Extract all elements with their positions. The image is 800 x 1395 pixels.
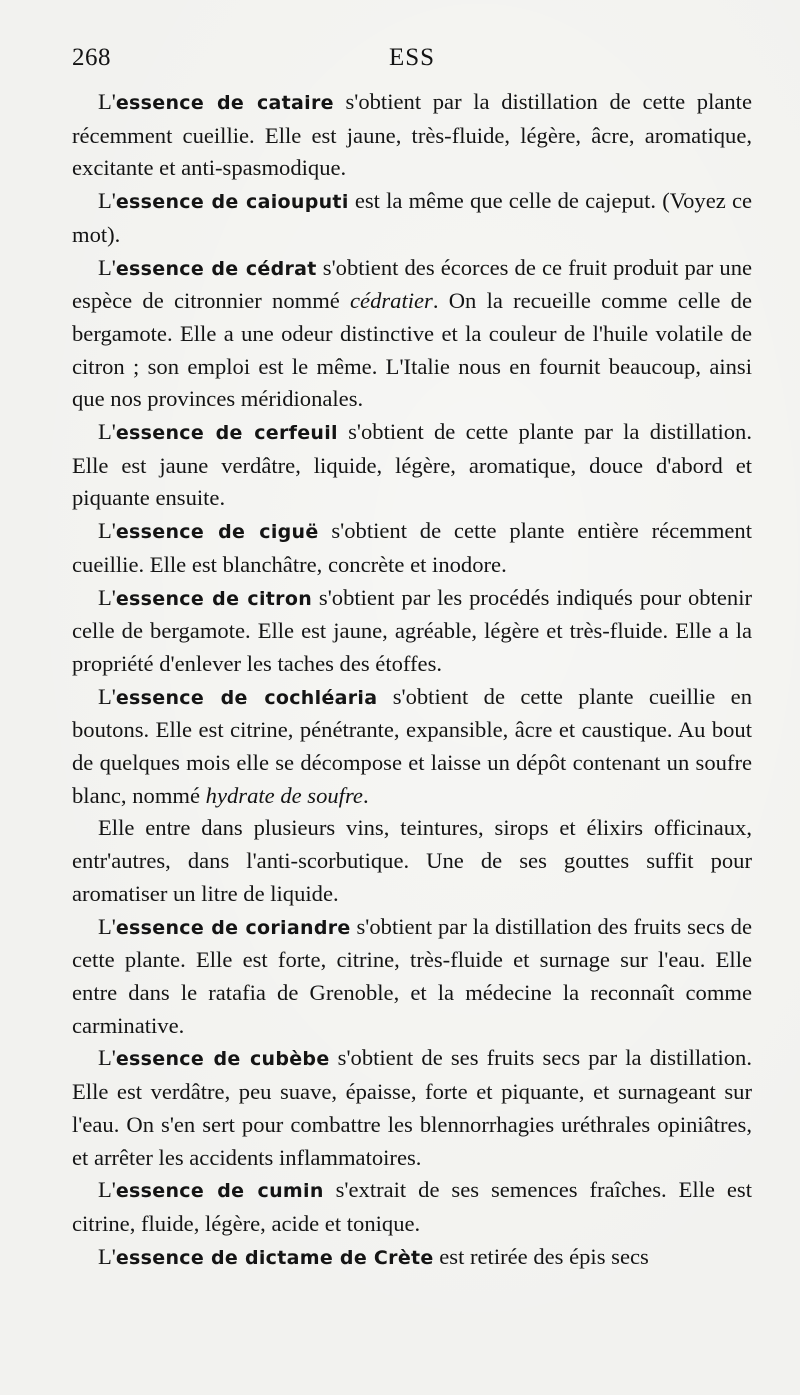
page-number: 268 — [72, 44, 111, 71]
entry-coriandre — [72, 911, 752, 1043]
entry-cubebe — [72, 1042, 752, 1174]
entry-italic-term: hydrate de soufre — [205, 782, 363, 808]
entry-headword: L'essence de citron — [98, 584, 313, 610]
entry-headword: L'essence de cochléaria — [98, 683, 378, 709]
entry-cochlearia — [72, 681, 752, 813]
entry-text: s'obtient de cette plante cueillie en boutons. Elle est citrine, pénétrante, expansible, âcre et caustique. Au bout de quelques mois elle se décompose et laisse un dépôt contenant un soufre blanc, nommé — [72, 683, 752, 808]
entry-text: s'obtient de ses fruits secs par la distillation. Elle est verdâtre, peu suave, épaisse, forte et piquante, et surnageant sur l'eau. On s'en sert pour combattre les blennorrhagies uréthrales opiniâtres, et arrêter les accidents inflammatoires. — [72, 1045, 752, 1170]
entry-headword: L'essence de caiouputi — [98, 188, 349, 214]
entry-cochlearia-continuation — [72, 812, 752, 910]
entry-text: Elle entre dans plusieurs vins, teintures, sirops et élixirs officinaux, entr'autres, dans l'anti-scorbutique. Une de ses gouttes suffit pour aromatiser un litre de liquide. — [72, 815, 752, 906]
entry-italic-term: cédratier — [350, 288, 433, 314]
entry-text: s'extrait de ses semences fraîches. Elle est citrine, fluide, légère, acide et tonique. — [72, 1177, 753, 1236]
entry-cigue — [72, 515, 752, 581]
running-head: ESS — [388, 44, 436, 71]
entry-headword: L'essence de cubèbe — [98, 1045, 330, 1071]
entry-headword: L'essence de ciguë — [98, 518, 319, 544]
entry-text: s'obtient de cette plante entière récemment cueillie. Elle est blanchâtre, concrète et inodore. — [72, 518, 752, 577]
entry-headword: L'essence de cumin — [98, 1177, 324, 1203]
entry-text: est retirée des épis secs — [433, 1243, 649, 1269]
entry-cumin — [72, 1174, 752, 1240]
entry-text: s'obtient par les procédés indiqués pour obtenir celle de bergamote. Elle est jaune, agréable, légère et très-fluide. Elle a la propriété d'enlever les taches des étoffes. — [72, 584, 752, 676]
page-header — [72, 44, 752, 76]
entry-headword: L'essence de cataire — [98, 89, 334, 114]
entry-headword: L'essence de dictame de Crète — [98, 1243, 434, 1269]
entry-dictame — [72, 1241, 752, 1275]
entry-text: s'obtient par la distillation des fruits secs de cette plante. Elle est forte, citrine, très-fluide et surnage sur l'eau. Elle entre dans le ratafia de Grenoble, et la médecine la reconnaît comme carminative. — [72, 913, 752, 1038]
entry-citron — [72, 582, 752, 681]
entry-headword: L'essence de cerfeuil — [98, 419, 338, 445]
entry-caiouputi — [72, 185, 752, 251]
entry-text: . — [362, 782, 369, 808]
entry-headword: L'essence de cédrat — [98, 254, 317, 280]
entry-text: s'obtient par la distillation de cette plante récemment cueillie. Elle est jaune, très-fluide, légère, âcre, aromatique, excitante et anti-spasmodique. — [72, 89, 752, 181]
entry-headword: L'essence de coriandre — [98, 913, 351, 939]
entry-text: . On la recueille comme celle de bergamote. Elle a une odeur distinctive et la couleur de l'huile volatile de citron ; son emploi est le même. L'Italie nous en fournit beaucoup, ainsi que nos provinces méridionales. — [72, 288, 752, 412]
entry-cedrat — [72, 252, 752, 417]
entry-cataire — [72, 86, 752, 185]
entry-cerfeuil — [72, 416, 752, 515]
entries-body — [72, 86, 752, 1274]
entry-text: s'obtient de cette plante par la distillation. Elle est jaune verdâtre, liquide, légère, aromatique, douce d'abord et piquante ensuite. — [72, 419, 752, 511]
entry-text: est la même que celle de cajeput. (Voyez ce mot). — [72, 188, 753, 247]
entry-text: s'obtient des écorces de ce fruit produit par une espèce de citronnier nommé — [72, 254, 753, 314]
